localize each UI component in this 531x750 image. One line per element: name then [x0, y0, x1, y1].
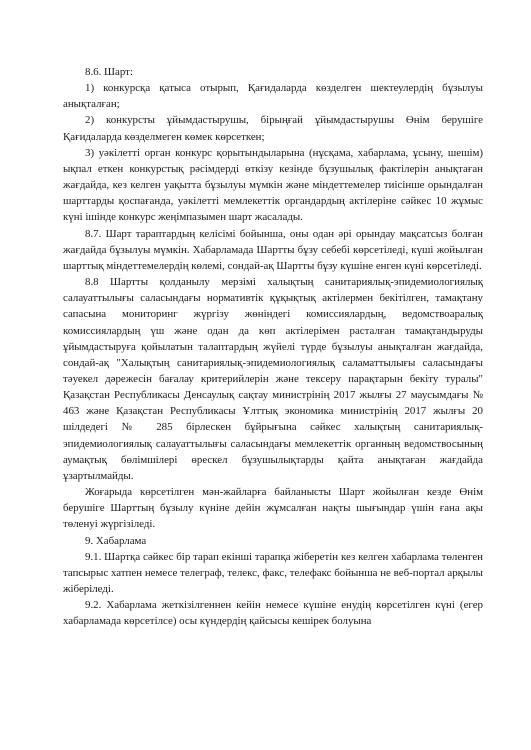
- section-heading-9: 9. Хабарлама: [85, 534, 147, 547]
- clause-8-7: 8.7. Шарт тараптардың келісімі бойынша, оны одан әрі орындау мақсатсыз болған жағдайда бұзылуы мүмкін. Хабарламада Шартты бұзу себебі көрсетіледі, күші жойылған шарттық міндеттемелердің көлемі, сондай-ақ Шартты бұзу күшіне енген күні көрсетіледі.: [63, 227, 483, 272]
- clause-9-2: 9.2. Хабарлама жеткізілгеннен кейін немесе күшіне енудің көрсетілген күні (егер хабарламада көрсетілсе) осы күндердің қайсысы кешірек болуына: [63, 599, 483, 628]
- section-heading-8-6: 8.6. Шарт:: [85, 66, 133, 78]
- clause-8-6-1: 1) конкурсқа қатыса отырып, Қағидаларда көзделген шектеулердің бұзылуы анықталған;: [63, 82, 483, 111]
- clause-8-8: 8.8 Шартты қолданылу мерзімі халықтың санитариялық-эпидемиологиялық салауаттылығы саласындағы нормативтік құқықтық актілермен бекітілген, тамақтану сапасына мониторинг жүргізу жөніндегі комиссиялардың, ведомствоаралық комиссиялардың үш және одан да көп актілерімен расталған тамақтандыруды ұйымдастыруға қойылатын талаптардың жүйелі түрде бұзылуы анықталған жағдайда, сондай-ақ "Халықтың санитариялық-эпидемиологиялық саламаттылығы саласындағы тәуекел дәрежесін бағалау критерийлерін және тексеру парақтарын бекіту туралы" Қазақстан Республикасы Денсаулық сақтау министрінің 2017 жылғы 27 маусымдағы № 463 және Қазақстан Республикасы Ұлттық экономика министрінің 2017 жылғы 20 шілдедегі № 285 бірлескен бұйрығына сәйкес халықтың санитариялық-эпидемиологиялық салауаттылығы саласындағы мемлекеттік органның ведомствосының аумақтық бөлімшілері өрескел бұзушылықтарды қайта анықтаған жағдайда ұзартылмайды.: [63, 276, 483, 482]
- clause-termination-payment: Жоғарыда көрсетілген мән-жайларға байланысты Шарт жойылған кезде Өнім берушіге Шарттың бұзылу күніне дейін жұмсалған нақты шығындар үшін ғана ақы төленуі жүргізіледі.: [63, 486, 483, 531]
- clause-8-6-2: 2) конкурсты ұйымдастырушы, бірыңғай ұйымдастырушы Өнім берушіге Қағидаларда көзделмеген көмек көрсеткен;: [63, 114, 483, 143]
- clause-9-1: 9.1. Шартқа сәйкес бір тарап екінші тарапқа жіберетін кез келген хабарлама төленген тапсырыс хатпен немесе телеграф, телекс, факс, телефакс бойынша не веб-портал арқылы жіберіледі.: [63, 550, 483, 595]
- clause-8-6-3: 3) уәкілетті орган конкурс қорытындыларына (нұсқама, хабарлама, ұсыну, шешім) ықпал еткен конкурстық рәсімдерді өткізу кезінде бұзушылық фактілерін анықтаған жағдайда, кез келген уақытта бұзылуы мүмкін және міндеттемелер тиісінше орындалған шарттарды қоспағанда, уәкілетті мемлекеттік органдардың актілеріне сәйкес 10 жұмыс күні ішінде конкурс жеңімпазымен шарт жасалады.: [63, 146, 483, 224]
- document-body: [63, 64, 483, 629]
